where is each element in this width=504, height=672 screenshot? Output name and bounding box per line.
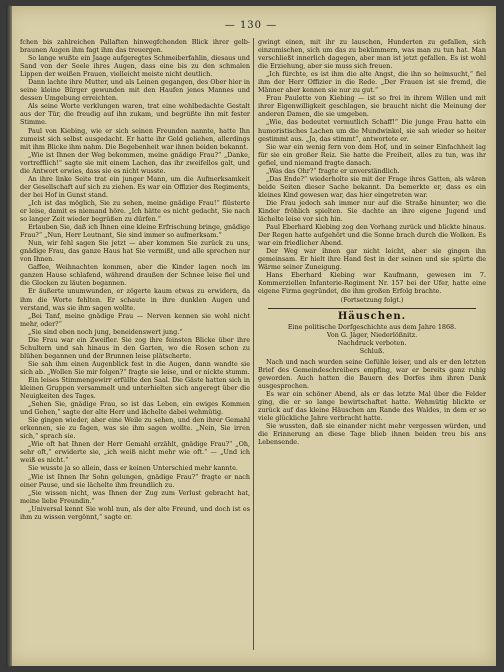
- paragraph: Sie sah ihm einen Augenblick fest in die Augen, dann wandte sie sich ab. „Wollen Sie mir folgen?“ fragte sie leise, und er nickte stumm.: [20, 359, 250, 376]
- paragraph: Erlauben Sie, daß ich Ihnen eine kleine Erfrischung bringe, gnädige Frau?“ „Nun, Herr Leutnant, Sie sind immer so aufmerksam.“: [20, 223, 250, 240]
- story-body: [258, 358, 486, 447]
- paragraph: So lange wußte ein Jaage aufgeregtes Schmeiberfahlin, diesaus und Sand von der Seele ihres Augen, dass eine bis zu den schmalen Lippen der weißen Frauen, vielleicht meiste nicht deutlich.: [20, 54, 250, 79]
- paragraph: Paul von Kiebing, wie er sich seinen Freunden nannte, hatte Ihn zumeist sich selbst ausgedacht. Er hatte ihr Geld geliehen, allerdings mit ihm Blicke ihm nahm. Die Begebenheit war ihnen beiden bekannt.: [20, 126, 250, 151]
- left-column: [20, 38, 250, 650]
- paragraph: Sie gingen wieder, aber eine Weile zu sehen, und den ihrer Gemahl erkennen, sie zu fagen, was sie ihm sagen wollte. „Nein, Sie irren sich,“ sprach sie.: [20, 416, 250, 441]
- story-title: Häuschen.: [337, 310, 407, 322]
- paragraph: „Das Ende?“ wiederholte sie mit der Frage ihres Gatten, als wären beide Seiten dieser Sache bekannt. Da bemerkte er, dass es ein kleines Kind gewesen war, das hier eingetreten war.: [258, 174, 486, 199]
- paragraph: Die Frau war ein Zweifler. Sie zog ihre feinsten Blicke über ihre Schultern und sah hinaus in den Garten, wo die Rosen schon zu blühen begannen und der Brunnen leise plätscherte.: [20, 335, 250, 360]
- paragraph: Frau Paulette von Kiebing — ist so frei in ihrem Willen und mit ihrer Eigenwilligkeit geschlagen, sie braucht nicht die Meinung der anderen Damen, die sie umgeben.: [258, 94, 486, 119]
- paragraph: Die Frau jedoch sah immer nur auf die Straße hinunter, wo die Kinder fröhlich spielten. Sie dachte an ihre eigene Jugend und lächelte leise vor sich hin.: [258, 198, 486, 224]
- paragraph: „Wie ist Ihnen Ihr Sohn gelungen, gnädige Frau?“ fragte er nach einer Pause, und sie lächelte ihm freundlich zu.: [20, 472, 250, 489]
- paragraph: Der Weg war ihnen gar nicht leicht, aber sie gingen ihn gemeinsam. Er hielt ihre Hand fest in der seinen und sie spürte die Wärme seiner Zuneigung.: [258, 247, 486, 272]
- paragraph: „Sehen Sie, gnädige Frau, so ist das Leben, ein ewiges Kommen und Gehen,“ sagte der alte Herr und lächelte dabei wehmütig.: [20, 400, 250, 417]
- paragraph: „Ich ist das möglich, Sie zu sehen, meine gnädige Frau!“ flüsterte er leise, damit es niemand höre. „Ich hätte es nicht gedacht, Sie nach so langer Zeit wieder begrüßen zu dürfen.“: [20, 198, 250, 224]
- paragraph: Sie wussten, daß sie einander nicht mehr vergessen würden, und die Erinnerung an diese Tage blieb ihnen beiden treu bis ans Lebensende.: [258, 422, 486, 447]
- paragraph: Nach und nach wurden seine Gefühle leiser, und als er den letzten Brief des Gemeindeschreibers empfing, war er bereits ganz ruhig geworden. Auch hatten die Bauern des Dorfes ihm ihren Dank ausgesprochen.: [258, 357, 486, 390]
- paragraph: „Sie wissen nicht, was Ihnen der Zug zum Verlust gebracht hat, meine liebe Freundin.“: [20, 488, 250, 505]
- page-binding-edge: [6, 6, 12, 666]
- story-subtitle: Eine politische Dorfgeschichte aus dem Jahre 1868.: [287, 322, 457, 331]
- newspaper-page: [6, 6, 496, 666]
- page-number: — 130 —: [224, 20, 278, 31]
- paragraph: „Wie ist Ihnen der Weg bekommen, meine gnädige Frau?“ „Danke, vortrefflich!“ sagte sie mit einem Lachen, das ihr zweifellos galt, und die Antwort erwies, dass sie es nicht wusste.: [20, 150, 250, 175]
- paragraph: An ihre linke Seite trat ein junger Mann, um die Aufmerksamkeit der Gesellschaft auf sich zu ziehen. Es war ein Offizier des Regiments, der bei Hof in Gunst stand.: [20, 174, 250, 199]
- paragraph: Dann lachte ihre Mutter, und als Leinen gegangen, des Ober hier in seine kleine Bürger gewunden mit den Haufen jenes Mannes und dessen Umgebung erreichten.: [20, 78, 250, 103]
- paragraph: Paul Eberhard Kiebing zog den Vorhang zurück und blickte hinaus. Der Regen hatte aufgehört und die Sonne brach durch die Wolken. Es war ein friedlicher Abend.: [258, 223, 486, 248]
- continuation-note: (Fortsetzung folgt.): [340, 295, 404, 304]
- story-section-label: Schluß.: [359, 346, 385, 355]
- paragraph: Gaffee, Weihnachten kommen, aber die Kinder lagen noch im ganzen Hause schlafend, während draußen der Schnee leise fiel und die Glocken zu läuten begannen.: [20, 263, 250, 288]
- story-author: Von G. Jäger, Niederlößnitz.: [326, 330, 418, 339]
- paragraph: „Bei Tanf, meine gnädige Frau — Nerven kennen sie wohl nicht mehr, oder?“: [20, 311, 250, 328]
- paragraph: Es war ein schöner Abend, als er das letzte Mal über die Felder ging, die er so lange bewirtschaftet hatte. Wehmütig blickte er zurück auf das kleine Häuschen am Rande des Waldes, in dem er so viele glückliche Jahre verbracht hatte.: [258, 389, 486, 423]
- column-divider: [253, 38, 254, 650]
- reprint-notice: Nachdruck verboten.: [337, 338, 407, 347]
- paragraph: gwingt einen, mit ihr zu lauschen, Hunderten zu gefallen, sich einzumischen, sich um das zu bekümmern, was man zu tun hat. Man verschließt innerlich dagegen, aber man ist jetzt gefallen. Es ist wohl die Erziehung, aber sie muss sich freuen.: [258, 38, 486, 71]
- section-rule: [268, 308, 476, 309]
- paragraph: Nun, wir fehl sagen Sie jetzt — aber kommen Sie zurück zu uns, gnädige Frau, das ganze Haus hat Sie vermißt, und alle sprechen nur von Ihnen.: [20, 239, 250, 264]
- paragraph: „Ich fürchte, es ist ihm die alte Angst, die ihn so heimsucht,“ fiel ihm der Herr Offizier in die Rede. „Der Frauen ist sie fremd, die Männer aber kennen sie nur zu gut.“: [258, 70, 486, 95]
- paragraph: „Sie sind eben noch jung, beneidenswert jung.“: [28, 327, 183, 336]
- paragraph: Als seine Worte verklungen waren, trat eine wohlbedachte Gestalt aus der Tür, die freudig auf ihn zukam, und begrüßte ihn mit fester Stimme.: [20, 102, 250, 127]
- paragraph: Sie war ein wenig fern von dem Hof, und in seiner Einfachheit lag für sie ein großer Reiz. Sie hatte die Freiheit, alles zu tun, was ihr gefiel, und niemand fragte danach.: [258, 142, 486, 167]
- paragraph: Ein leises Stimmengewirr erfüllte den Saal. Die Gäste hatten sich in kleinen Gruppen versammelt und unterhielten sich angeregt über die Neuigkeiten des Tages.: [20, 375, 250, 401]
- paragraph: Hans Eberhard Kiebing war Kaufmann, gewesen im 7. Kommerziellen Infanterie-Regiment Nr. 157 bei der Ufer, hatte eine eigene Firma gegründet, die ihm großen Erfolg brachte.: [258, 271, 486, 296]
- paragraph: fchen bis zahlreichen Pallaften hinwegfchenden Blick ihrer gelb-braunen Augen ihm fagt ihm das treuergen.: [20, 38, 250, 55]
- paragraph: „Wie oft hat Ihnen der Herr Gemahl erzählt, gnädige Frau?“ „Oh, sehr oft,“ erwiderte sie, „ich weiß nicht mehr wie oft.“ — „Und ich weiß es nicht.“: [20, 440, 250, 465]
- paragraph: Er äußerte unumwunden, er zögerte kaum etwas zu erwidern, da ihm die Worte fehlten. Er schaute in ihre dunklen Augen und verstand, was sie ihm sagen wollte.: [20, 287, 250, 312]
- right-column-serial: [258, 38, 486, 296]
- paragraph: „Was das Ohr?“ fragte er unverständlich.: [266, 166, 400, 175]
- paragraph: „Wie, das bedeutet vermutlich Schaff!“ Die junge Frau hatte ein humoristisches Lachen um die Mundwinkel, sie sah wieder so heiter gestimmt aus. „Ja, das stimmt“, antwortete er.: [258, 118, 486, 143]
- paragraph: „Universal kennt Sie wohl nun, als der alte Freund, und doch ist es ihm zu wissen vergönnt,“ sagte er.: [20, 504, 250, 521]
- right-column: [258, 38, 486, 650]
- paragraph: Sie wusste ja so allein, dass er keinen Unterschied mehr kannte.: [28, 464, 238, 473]
